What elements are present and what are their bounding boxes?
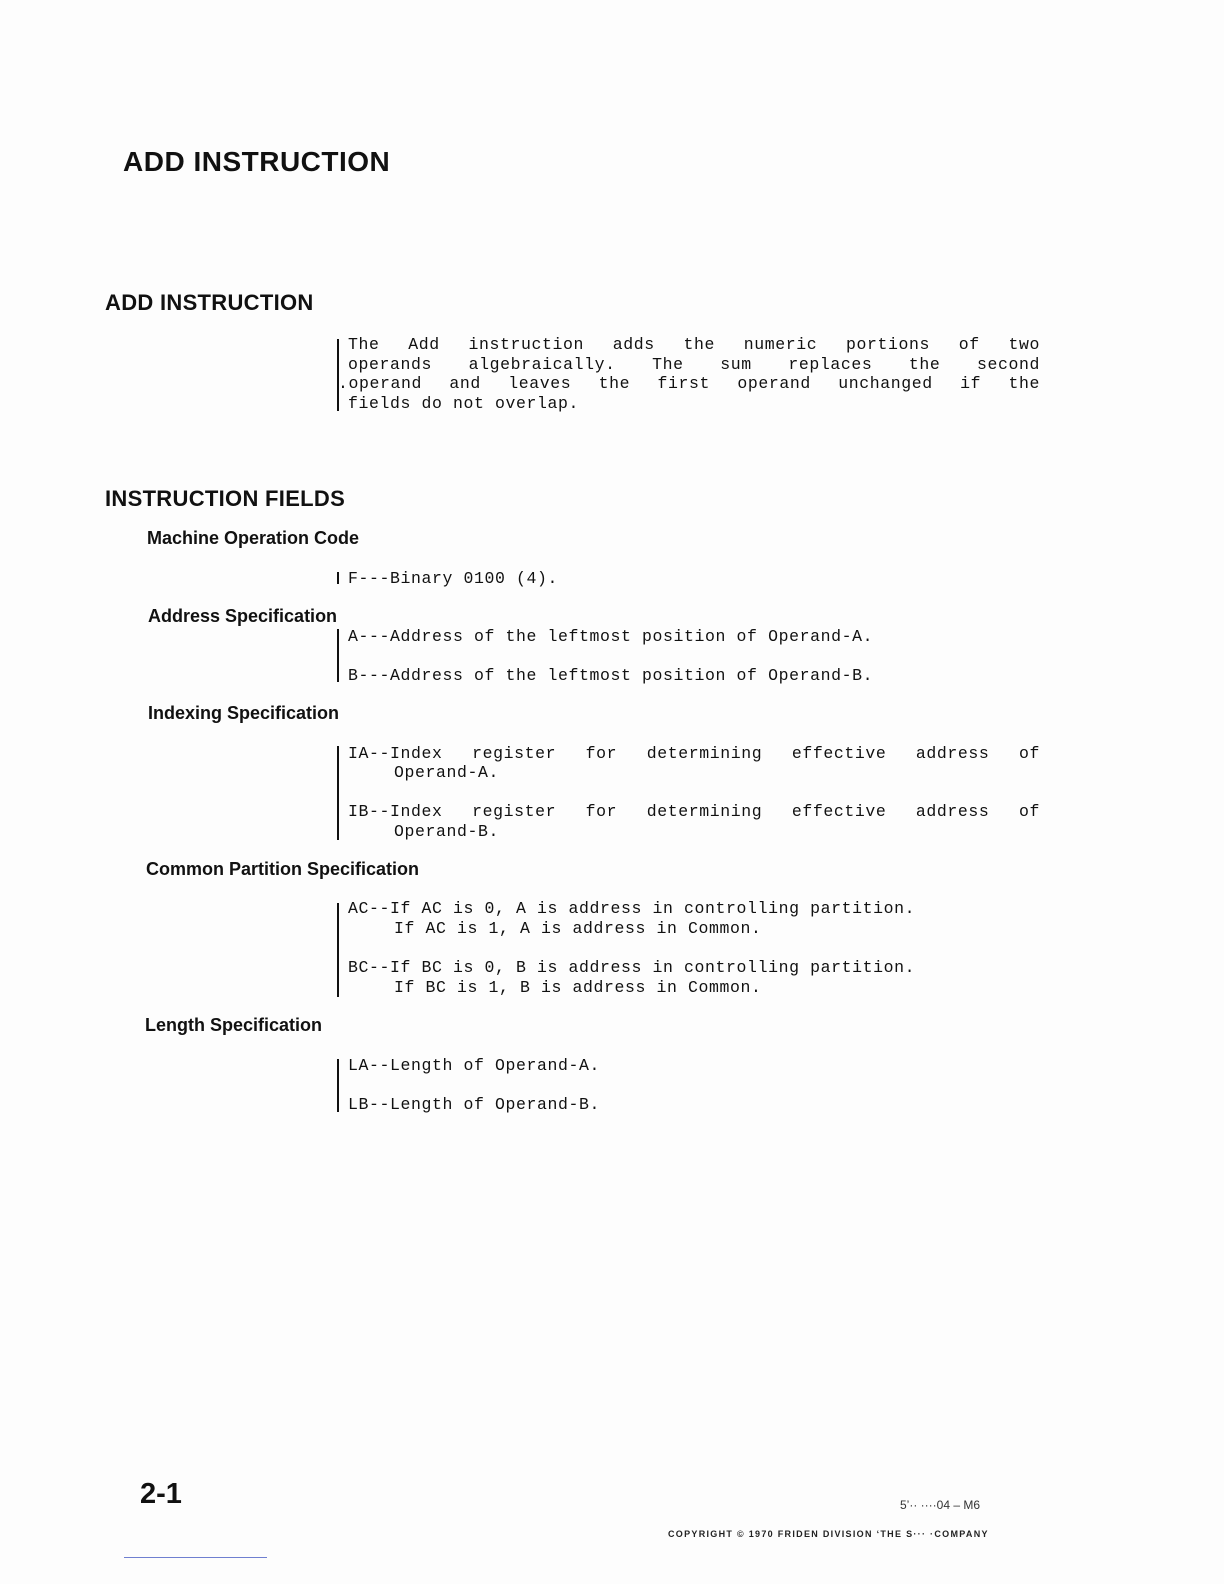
index-ib-text: IB--Index register for determining effective address of [348, 802, 1040, 821]
document-code: 5’·· ····04 – M6 [900, 1498, 981, 1512]
common-ac-text: AC--If AC is 0, A is address in controlling partition. [348, 899, 916, 918]
page-number: 2-1 [140, 1478, 182, 1510]
address-a-text: A---Address of the leftmost position of Operand-A. [348, 627, 874, 646]
page-title: ADD INSTRUCTION [123, 146, 391, 177]
machine-operation-code-heading: Machine Operation Code [147, 528, 360, 548]
description-line: The Add instruction adds the numeric portions of two [348, 335, 1040, 354]
index-ia-continuation: Operand-A. [394, 763, 500, 782]
bottom-rule [124, 1557, 267, 1558]
copyright-notice: COPYRIGHT © 1970 FRIDEN DIVISION ‘THE S··· ·COMPANY [668, 1529, 989, 1539]
change-bar [337, 1059, 339, 1112]
common-partition-specification-heading: Common Partition Specification [146, 859, 420, 879]
index-ia-text: IA--Index register for determining effective address of [348, 744, 1040, 763]
description-line: .operand and leaves the first operand unchanged if the [338, 374, 1040, 393]
description-line: fields do not overlap. [348, 394, 580, 413]
address-specification-heading: Address Specification [148, 606, 338, 626]
change-bar [337, 572, 339, 584]
change-bar [337, 629, 339, 682]
common-bc-text: BC--If BC is 0, B is address in controlling partition. [348, 958, 916, 977]
common-ac-continuation: If AC is 1, A is address in Common. [394, 919, 762, 938]
add-instruction-heading: ADD INSTRUCTION [105, 290, 314, 315]
opcode-text: F---Binary 0100 (4). [348, 569, 559, 588]
address-b-text: B---Address of the leftmost position of Operand-B. [348, 666, 874, 685]
length-lb-text: LB--Length of Operand-B. [348, 1095, 601, 1114]
description-line: operands algebraically. The sum replaces the second [348, 355, 1040, 374]
index-ib-continuation: Operand-B. [394, 822, 500, 841]
length-specification-heading: Length Specification [145, 1015, 323, 1035]
instruction-fields-heading: INSTRUCTION FIELDS [105, 486, 346, 511]
indexing-specification-heading: Indexing Specification [148, 703, 340, 723]
common-bc-continuation: If BC is 1, B is address in Common. [394, 978, 762, 997]
length-la-text: LA--Length of Operand-A. [348, 1056, 601, 1075]
change-bar [337, 746, 339, 840]
change-bar [337, 903, 339, 997]
